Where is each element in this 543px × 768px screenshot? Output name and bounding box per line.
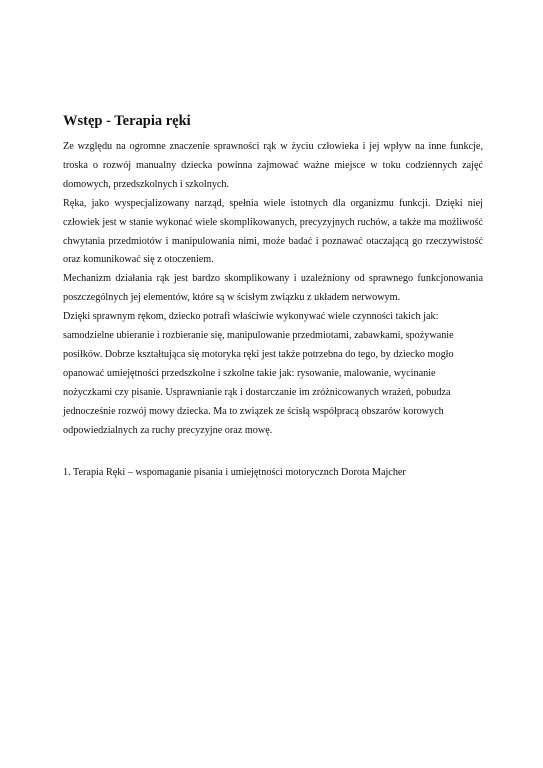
page-title: Wstęp - Terapia ręki — [63, 113, 191, 129]
paragraph-2: Ręka, jako wyspecjalizowany narząd, spełnia wiele istotnych dla organizmu funkcji. Dzięki niej człowiek jest w stanie wykonać wiele skomplikowanych, precyzyjnych ruchów, a także ma możliwość chwytania przedmiotów i manipulowania nimi, może badać i poznawać otaczającą go rzeczywistość oraz komunikować się z otoczeniem. — [63, 197, 483, 266]
paragraph-3: Mechanizm działania rąk jest bardzo skomplikowany i uzależniony od sprawnego funkcjonowania poszczególnych jej elementów, które są w ścisłym związku z układem nerwowym. — [63, 273, 483, 304]
footnote-reference: 1. Terapia Ręki – wspomaganie pisania i umiejętności motorycznch Dorota Majcher — [63, 467, 406, 478]
paragraph-4: Dzięki sprawnym rękom, dziecko potrafi właściwie wykonywać wiele czynności takich jak: samodzielne ubieranie i rozbieranie się, manipulowanie przedmiotami, zabawkami, spożywanie posiłków. Dobrze kształtująca się motoryka ręki jest także potrzebna do tego, by dziecko mogło opanować umiejętności przedszkolne i szkolne takie jak: rysowanie, malowanie, wycinanie nożyczkami czy pisanie. Usprawnianie rąk i dostarczanie im zróżnicowanych wrażeń, pobudza jednocześnie rozwój mowy dziecka. Ma to związek ze ścisłą współpracą obszarów korowych odpowiedzialnych za ruchy precyzyjne oraz mowę. — [63, 311, 454, 436]
paragraph-1: Ze względu na ogromne znaczenie sprawności rąk w życiu człowieka i jej wpływ na inne funkcje, troska o rozwój manualny dziecka powinna zajmować ważne miejsce w toku codziennych zajęć domowych, przedszkolnych i szkolnych. — [63, 141, 483, 190]
body-text — [63, 138, 483, 441]
